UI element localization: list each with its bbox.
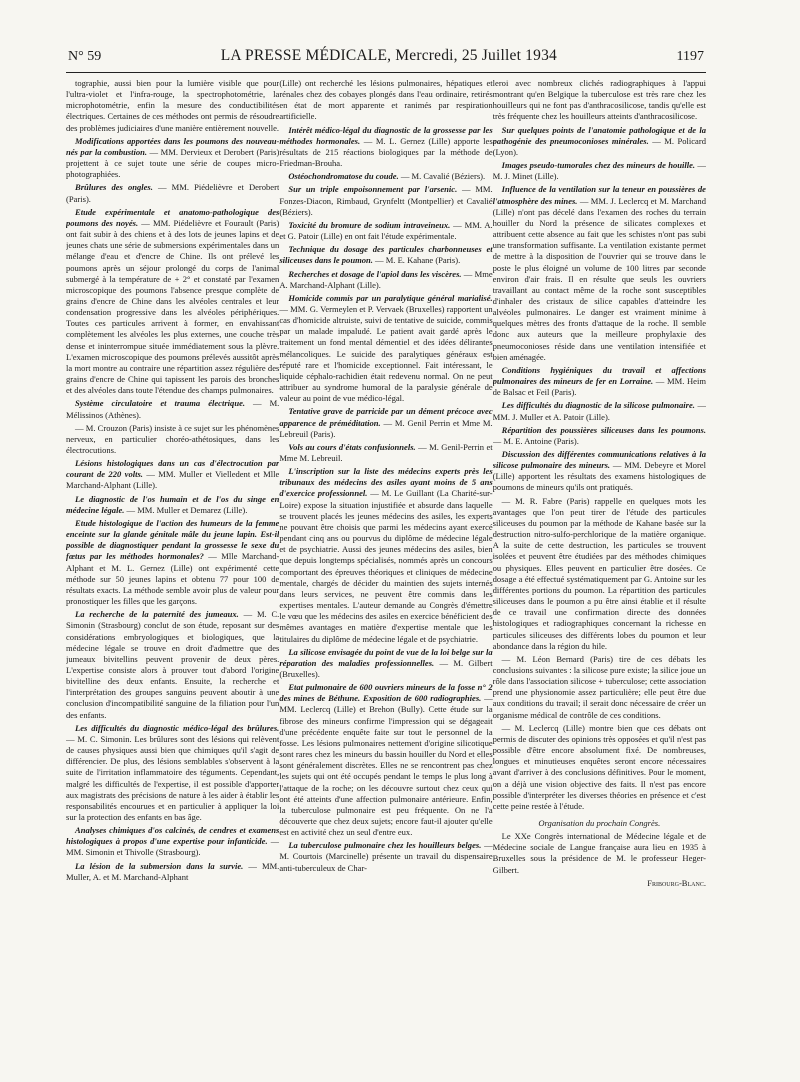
communication-title: Lésions histologiques dans un cas d'électrocution par courant de 220 volts.	[66, 458, 280, 480]
communication-entry	[279, 244, 492, 266]
communication-title: La lésion de la submersion dans la survie.	[75, 860, 244, 871]
page-folio: 1197	[676, 49, 704, 64]
communication-title: Intérêt médico-légal du diagnostic de la grossesse par les méthodes hormonales.	[279, 124, 493, 146]
communication-title: Technique du dosage des particules charbonneuses et siliceuses dans le poumon.	[279, 244, 493, 266]
communication-body: — M. Cavalié (Béziers).	[398, 171, 486, 182]
communication-title: Le diagnostic de l'os humain et de l'os du singe en médecine légale.	[66, 493, 280, 515]
author-signature: Fribourg-Blanc.	[647, 877, 706, 888]
communication-title: Les difficultés du diagnostic de la silicose pulmonaire.	[501, 400, 695, 411]
communication-body: — M. J. Minet (Lille).	[492, 160, 706, 182]
communication-title: Sur un triple empoisonnement par l'arsenic.	[288, 184, 458, 195]
communication-entry	[66, 861, 279, 883]
communication-body: — M. Genil-Perrin et Mme M. Lebreuil.	[279, 441, 493, 463]
communication-entry	[279, 840, 492, 873]
paragraph: — M. Léon Bernard (Paris) tire de ces débats les conclusions suivantes : la silicose pure existe; la silice joue un rôle dans l'association silicose + tuberculose; cette association prend une physionomie assez particulière; elle peut être due aux conditions du travail; il serait donc nécessaire de créer un organisme médical de contrôle de ces conditions.	[492, 653, 706, 720]
communication-body: — MM. J. Muller et A. Patoir (Lille).	[492, 400, 706, 422]
communication-title: Sur quelques points de l'anatomie pathologique et de la pathogénie des pneumoconioses minérales.	[492, 124, 706, 146]
communication-entry	[66, 182, 279, 204]
communication-body: — M. E. Antoine (Paris).	[492, 435, 579, 446]
communication-body: — MM. Dervieux et Derobert (Paris) projettent à ce sujet toute une série de coupes micro-photographiées.	[66, 146, 280, 180]
communication-entry	[66, 825, 279, 858]
communication-title: Ostéochondromatose du coude.	[288, 171, 399, 182]
communication-entry	[493, 425, 706, 447]
paragraph: tographie, aussi bien pour la lumière visible que pour l'ultra-violet et l'infra-rouge, la spectrophotométrie, la microphotométrie, enfin la mesure des conductibilités électriques. Certaines de ces méthodes ont permis de résoudre des problèmes judiciaires d'une manière entièrement nouvelle.	[66, 78, 280, 133]
column-right	[493, 78, 706, 1064]
communication-title: L'inscription sur la liste des médecins experts près les tribunaux des médecins des asiles ayant moins de 5 ans d'exercice professionnel.	[279, 466, 493, 499]
paragraph: — M. Leclercq (Lille) montre bien que ces débats ont permis de discuter des opinions très opposées et qu'il n'est pas possible d'être encore absolument fixé. De nombreuses, longues et minutieuses enquêtes seront encore nécessaires avant d'arriver à des conclusions définitives. Pour le moment, on a déjà une vision objective des faits. Il n'est pas encore possible d'interpréter les diverses théories en présence et c'est cette peine restée à l'étude.	[492, 722, 706, 811]
communication-entry	[279, 220, 492, 242]
communication-entry	[66, 398, 279, 420]
communication-title: La recherche de la paternité des jumeaux.	[75, 609, 239, 620]
communication-body: — Mlle Marchand-Alphant et M. L. Gernez (Lille) ont expérimenté cette méthode sur 50 jeunes lapins et obtenu 77 pour 100 de résultats exacts. La méthode semble avoir plus de valeur pour pronostiquer les filles que les garçons.	[66, 551, 280, 607]
communication-entry	[493, 184, 706, 363]
communication-entry	[66, 458, 279, 491]
communication-entry	[279, 442, 492, 464]
communication-body: — MM. Piédelièvre et Derobert (Paris).	[66, 182, 280, 204]
communication-entry	[66, 723, 279, 823]
communication-title: Homicide commis par un paralytique général marialisé.	[288, 292, 493, 303]
page-header	[68, 47, 704, 69]
communication-title: Modifications apportées dans les poumons des nouveau-nés par la combustion.	[66, 135, 280, 157]
paragraph: — M. R. Fabre (Paris) rappelle en quelques mots les avantages que l'on peut tirer de l'étude des particules siliceuses du poumon par la méthode de Kahane basée sur la destruction nitro-sulfo-perchlorique de la matière organique. A la suite de cette destruction, les particules se trouvent isolées et peuvent être étudiées par des méthodes chimiques ou physiques. Elles peuvent en particulier être dosées. Ce dosage a été effectué systématiquement par G. Antoine sur les différentes portions du poumon. La répartition des particules siliceuses dans le poumon a pu être ainsi établie et il résulte de ce travail une confirmation directe des données histologiques et radiographiques concernant la richesse en particules siliceuses des différents lobes du poumon et leur abondance dans la région du hile.	[492, 495, 706, 651]
communication-body: — M. E. Kahane (Paris).	[372, 255, 461, 266]
communication-entry	[279, 466, 492, 645]
column-left	[66, 78, 279, 1064]
communication-title: Brûlures des ongles.	[75, 182, 153, 193]
issue-number: N° 59	[68, 49, 102, 64]
communication-entry	[279, 406, 492, 439]
column-middle	[279, 78, 492, 1064]
communication-title: Répartition des poussières siliceuses dans les poumons.	[501, 424, 706, 435]
communication-title: La tuberculose pulmonaire chez les houilleurs belges.	[288, 840, 482, 851]
communication-entry	[279, 293, 492, 405]
paragraph: (Lille) ont recherché les lésions pulmonaires, hépatiques et rénales chez des cobayes plongés dans l'eau ordinaire, retirés en état de mort apparente et ranimés par respiration artificielle.	[279, 78, 493, 122]
communication-body: — M. Genil Perrin et Mme M. Lebreuil (Paris).	[279, 417, 493, 439]
communication-body: — M. Policard (Lyon).	[492, 135, 706, 157]
communication-body: — M. C. Simonin (Strasbourg) conclut de son étude, reposant sur des considérations embryologiques et biologiques, que la médecine légale se trouve en droit d'admettre que des jumeaux bivitellins peuvent provenir de deux pères. L'expertise consiste alors à prouver tout d'abord l'origine bivitelline des deux enfants. Ensuite, la recherche et l'interprétation des groupes sanguins peuvent aboutir à une conclusion d'incompatibilité sanguine de la filiation pour l'un des enfants.	[66, 609, 280, 720]
communication-title: Système circulatoire et trauma électrique.	[75, 398, 245, 409]
communication-title: Toxicité du bromure de sodium intraveineux.	[288, 219, 451, 230]
communication-body: — MM. Fonzes-Diacon, Rimbaud, Grynfeltt (Montpellier) et Cavalié (Béziers).	[279, 184, 493, 217]
communication-title: Images pseudo-tumorales chez des mineurs de houille.	[501, 160, 696, 171]
communication-entry	[493, 160, 706, 182]
communication-body: — M. Mélissinos (Athènes).	[66, 398, 280, 420]
paragraph: — M. Crouzon (Paris) insiste à ce sujet sur les phénomènes nerveux, en particulier choréo-athétosiques, dans les électrocutions.	[66, 422, 280, 455]
communication-title: Etude histologique de l'action des humeurs de la femme enceinte sur la glande génitale mâle du jeune lapin. Est-il possible de diagnostiquer pendant la grossesse le sexe du fœtus par les méthodes hormonales?	[66, 517, 280, 562]
communication-title: Analyses chimiques d'os calcinés, de cendres et examens histologiques à propos d'une expertise pour infanticide.	[66, 825, 280, 847]
communication-title: Recherches et dosage de l'apiol dans les viscères.	[288, 268, 462, 279]
communication-body: — MM. A. et G. Patoir (Lille) en ont fait l'étude expérimentale.	[279, 219, 493, 242]
communication-body: — M. L. Gernez (Lille) apporte les résultats de 215 réactions biologiques par la méthode de Friedman-Brouha.	[279, 135, 493, 169]
paragraph: leroi avec nombreux clichés radiographiques à l'appui montrant qu'en Belgique la tuberculose est très rare chez les houilleurs qui ne font pas d'anthracosilicose, tandis qu'elle est très fréquente chez les houilleurs atteints d'anthracosilicose.	[492, 78, 706, 122]
communication-entry	[66, 518, 279, 607]
communication-title: La silicose envisagée du point de vue de la loi belge sur la réparation des maladies professionnelles.	[279, 646, 493, 668]
communication-title: Conditions hygiéniques du travail et affections pulmonaires des mineurs de fer en Lorraine.	[492, 364, 706, 387]
communication-body: — MM. Debeyre et Morel (Lille) apportent les résultats des examens histologiques de poumons de mineurs qu'ils ont pratiqués.	[492, 460, 706, 493]
communication-entry	[66, 609, 279, 721]
communication-body: — M. Le Guillant (La Charité-sur-Loire) expose la situation injustifiée et absurde dans laquelle se trouvent placés les jeunes médecins des asiles, les experts ne pouvant être choisis que parmi les médecins ayant exercé pendant cinq ans ou pourvus du diplôme de médecine légale et de psychiatrie. Aussi des jeunes médecins des asiles, bien que depuis longtemps spécialisés, nommés après un concours comportant des épreuves théoriques et cliniques de médecine mentale, chargés de décider du maintien des sujets internés dans leurs services, ne peuvent être commis dans les expertises mentales. L'auteur demande au Congrès d'émettre le vœu que les médecins des asiles en exercice bénéficient des mêmes avantages en matière d'expertise mentale que les titulaires du diplôme de médecine légale et de psychiatrie.	[279, 488, 493, 644]
section-subheading: Organisation du prochain Congrès.	[538, 818, 661, 828]
communication-title: Les difficultés du diagnostic médico-légal des brûlures.	[75, 722, 280, 733]
communication-title: Etude expérimentale et anatomo-pathologique des poumons des noyés.	[66, 206, 280, 228]
communication-body: — MM. Leclercq (Lille) et Brehon (Bully). Cette étude sur la fibrose des mineurs confirme l'impression qui se dégageait d'une précédente enquête faite sur tout le personnel de la fosse. Les lésions pulmonaires nettement d'origine silicotique sont rares chez les mineurs du bassin houiller du Nord et elles sont généralement discrètes. Elles ne se rencontrent pas chez les sujets qui ont été occupés pendant le temps le plus long à l'attaque de la roche; on les découvre surtout chez ceux qui ont été atteints d'une affection pulmonaire antérieure. Enfin, la tuberculose pulmonaire est peu fréquente. On ne l'a découverte que chez deux sujets; encore faut-il ajouter qu'elle est en activité chez un seul d'entre eux.	[279, 693, 493, 838]
communication-body: — MM. Muller et Vielledent et Mlle Marchand-Alphant (Lille).	[66, 469, 280, 491]
communication-body: — MM. Simonin et Thivolle (Strasbourg).	[66, 836, 280, 858]
communication-entry	[493, 125, 706, 158]
header-rule	[66, 72, 706, 73]
communication-entry	[279, 269, 492, 291]
communication-body: — MM. Muller et Demarez (Lille).	[124, 504, 248, 515]
communication-body: — MM. J. Leclercq et M. Marchand (Lille) n'ont pas décelé dans l'examen des roches du terrain houiller du Nord la présence de silicates complexes et attribuent cette absence au fait que les schistes n'ont pas subi une transformation suffisante. La ventilation existante permet de mettre à la disposition de l'ouvrier qui se trouve dans le poste le plus éloigné un volume de 100 litres par seconde environ d'air frais. Il en résulte que seuls les ouvriers travaillant au contact même de la roche sont susceptibles d'inhaler des cristaux de silice capables d'atteindre les alvéoles pulmonaires. Le danger est vraiment minime à quelques mètres des fronts d'attaque de la roche. Il semble donc aux auteurs que la meilleure prophylaxie des pneumoconioses réside dans une ventilation intensifiée et bien aménagée.	[492, 195, 706, 362]
communication-title: Vols au cours d'états confusionnels.	[288, 441, 416, 452]
communication-entry	[279, 171, 492, 182]
communication-body: — M. Courtois (Marcinelle) présente un travail du dispensaire anti-tuberculeux de Char-	[279, 840, 493, 873]
running-title: LA PRESSE MÉDICALE, Mercredi, 25 Juillet 1934	[220, 47, 557, 64]
communication-entry	[66, 494, 279, 516]
text-columns	[66, 78, 706, 1064]
communication-title: Etat pulmonaire de 600 ouvriers mineurs de la fosse n° 2 des mines de Béthune. Exposition de 600 radiographies.	[279, 682, 493, 704]
communication-entry	[493, 449, 706, 494]
communication-title: Tentative grave de parricide par un dément précoce avec apparence de préméditation.	[279, 406, 493, 428]
communication-entry	[493, 400, 706, 422]
communication-body: — Mme A. Marchand-Alphant (Lille).	[279, 268, 493, 290]
communication-title: Influence de la ventilation sur la teneur en poussières de l'atmosphère des mines.	[492, 184, 706, 206]
communication-body: — M. C. Simonin. Les brûlures sont des lésions qui relèvent de causes physiques aussi bien que chimiques qu'il s'agit de différencier. De plus, des lésions semblables s'observent à la suite de l'irritation inflammatoire des téguments. Cependant, malgré les difficultés de l'expertise, il est possible d'apporter aux magistrats des précisions de nature à les aider à établir les responsabilités encourues et en particulier à appliquer la loi sur la protection des enfants en bas âge.	[66, 733, 280, 822]
communication-body: — MM. Piédelièvre et Fourault (Paris) ont fait subir à des chiens et à des lots de jeunes lapins et de jeunes chats une série de submersions expérimentales dans un mélange d'eau et d'encre de Chine. Ils ont prélevé les poumons après un séjour prolongé du corps de l'animal submergé à la température de + 2° et constaté par l'examen microscopique des poumons l'absence presque complète de grains d'encre de Chine dans les alvéoles centrales et leur condensation progressive dans les alvéoles périphériques. Toutes ces particules arrivent à former, en envahissant complètement les alvéoles les plus externes, une couche très dense et ininterrompue située immédiatement sous la plèvre. L'examen microscopique des poumons prélevés aussitôt après la mort montre au contraire une répartition assez régulière des grains d'encre de Chine qui tapissent les parois des bronches et des alvéoles dans toute l'étendue des champs pulmonaires.	[66, 217, 280, 396]
communication-entry	[493, 365, 706, 398]
communication-entry	[279, 682, 492, 838]
communication-entry	[66, 136, 279, 181]
communication-entry	[279, 647, 492, 680]
communication-body: — MM. Muller, A. et M. Marchand-Alphant	[66, 860, 280, 882]
communication-body: — MM. G. Vermeylen et P. Vervaek (Bruxelles) rapportent un cas d'homicide altruiste, suivi de tentative de suicide, commis par un malade impaludé. Le patient avait gardé après le traitement un fond mental démentiel et des idées délirantes mélancoliques. Le suicide des paralytiques généraux est réputé rare et l'homicide exceptionnel. Fait intéressant, le liquide céphalo-rachidien était redevenu normal. On ne peut attribuer au syndrome humoral de la paralysie générale de valeur au point de vue médico-légal.	[279, 303, 493, 404]
communication-entry	[279, 125, 492, 170]
communication-entry	[279, 184, 492, 217]
paragraph: Le XXe Congrès international de Médecine légale et de Médecine sociale de Langue française aura lieu en 1935 à Bruxelles sous la présidence de M. le professeur Heger-Gilbert.	[492, 831, 706, 875]
communication-title: Discussion des différentes communications relatives à la silicose pulmonaire des mineurs.	[492, 449, 706, 471]
communication-body: — M. Gilbert (Bruxelles).	[279, 657, 493, 679]
communication-entry	[66, 207, 279, 397]
communication-body: — MM. Heim de Balsac et Feil (Paris).	[492, 376, 706, 398]
